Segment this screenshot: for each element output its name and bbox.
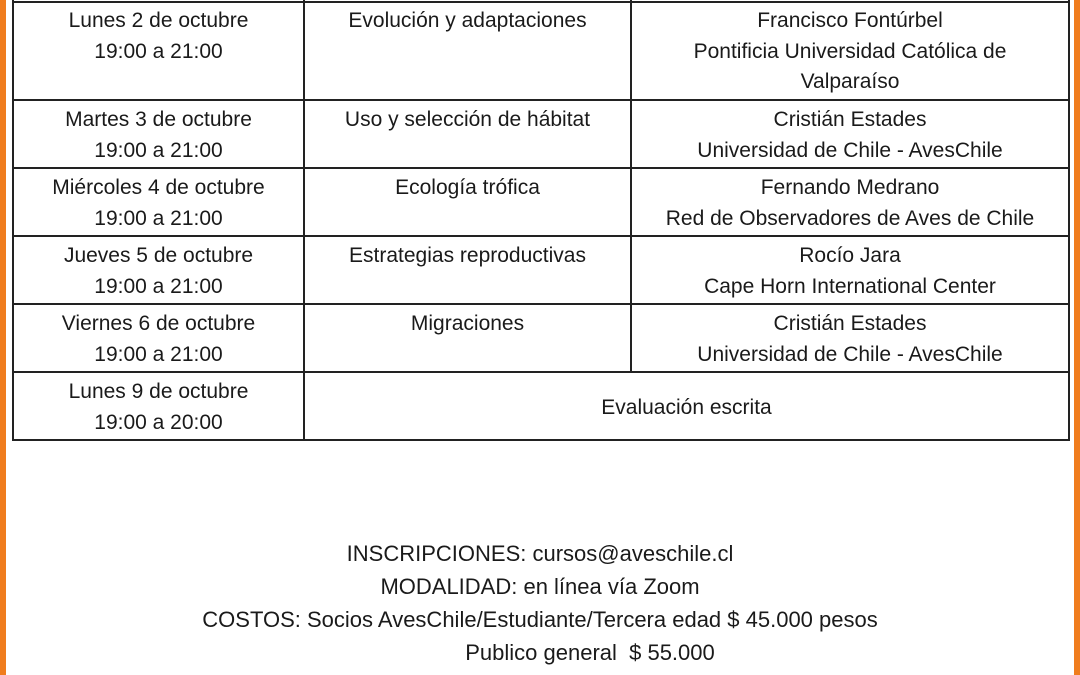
speaker-org: Universidad de Chile - AvesChile — [697, 138, 1003, 162]
speaker-name: Cristián Estades — [773, 312, 927, 335]
topic-cell — [304, 100, 631, 168]
table-row — [13, 304, 1069, 372]
speaker-cell — [631, 2, 1069, 100]
table-row — [13, 168, 1069, 236]
table-row — [13, 2, 1069, 100]
speaker-org: Universidad de Chile - AvesChile — [697, 342, 1003, 366]
speaker-name: Cristián Estades — [773, 108, 927, 131]
topic-cell — [304, 236, 631, 304]
speaker-cell — [631, 100, 1069, 168]
date-text: Lunes 9 de octubre — [68, 380, 249, 403]
time-text: 19:00 a 21:00 — [94, 342, 223, 366]
speaker-cell — [631, 304, 1069, 372]
table-row-evaluation — [13, 372, 1069, 440]
date-text: Jueves 5 de octubre — [63, 244, 254, 267]
date-text: Lunes 2 de octubre — [68, 9, 249, 32]
speaker-org: Red de Observadores de Aves de Chile — [665, 206, 1035, 230]
date-cell — [13, 168, 304, 236]
date-cell — [13, 100, 304, 168]
time-text: 19:00 a 21:00 — [94, 274, 223, 298]
schedule-table — [12, 0, 1070, 441]
topic-text: Migraciones — [410, 312, 525, 335]
evaluation-cell — [304, 372, 1069, 440]
time-text: 19:00 a 21:00 — [94, 39, 223, 63]
topic-text: Evolución y adaptaciones — [348, 9, 587, 32]
time-text: 19:00 a 21:00 — [94, 138, 223, 162]
time-text: 19:00 a 21:00 — [94, 206, 223, 230]
date-cell — [13, 304, 304, 372]
speaker-org: Valparaíso — [800, 70, 900, 93]
topic-text: Ecología trófica — [395, 176, 540, 199]
topic-text: Uso y selección de hábitat — [344, 108, 591, 131]
costos-line: COSTOS: Socios AvesChile/Estudiante/Tercera edad $ 45.000 pesos — [202, 607, 878, 632]
date-text: Martes 3 de octubre — [65, 108, 252, 131]
speaker-cell — [631, 236, 1069, 304]
speaker-name: Rocío Jara — [799, 244, 901, 267]
speaker-name: Francisco Fontúrbel — [757, 9, 943, 32]
info-footer — [0, 537, 1080, 669]
inscripciones-line: INSCRIPCIONES: cursos@aveschile.cl — [346, 541, 734, 566]
speaker-org: Cape Horn International Center — [704, 274, 996, 298]
topic-text: Estrategias reproductivas — [349, 244, 586, 267]
modalidad-line: MODALIDAD: en línea vía Zoom — [380, 574, 700, 599]
date-text: Viernes 6 de octubre — [61, 312, 256, 335]
speaker-name: Fernando Medrano — [760, 176, 940, 199]
table-row — [13, 236, 1069, 304]
evaluation-label: Evaluación escrita — [601, 395, 772, 419]
date-cell — [13, 2, 304, 100]
date-text: Miércoles 4 de octubre — [52, 176, 265, 199]
time-text: 19:00 a 20:00 — [94, 410, 223, 434]
topic-cell — [304, 2, 631, 100]
date-cell — [13, 372, 304, 440]
date-cell — [13, 236, 304, 304]
publico-general-line: Publico general $ 55.000 — [465, 640, 715, 665]
speaker-cell — [631, 168, 1069, 236]
table-row — [13, 100, 1069, 168]
speaker-org: Pontificia Universidad Católica de — [693, 39, 1007, 63]
topic-cell — [304, 168, 631, 236]
topic-cell — [304, 304, 631, 372]
